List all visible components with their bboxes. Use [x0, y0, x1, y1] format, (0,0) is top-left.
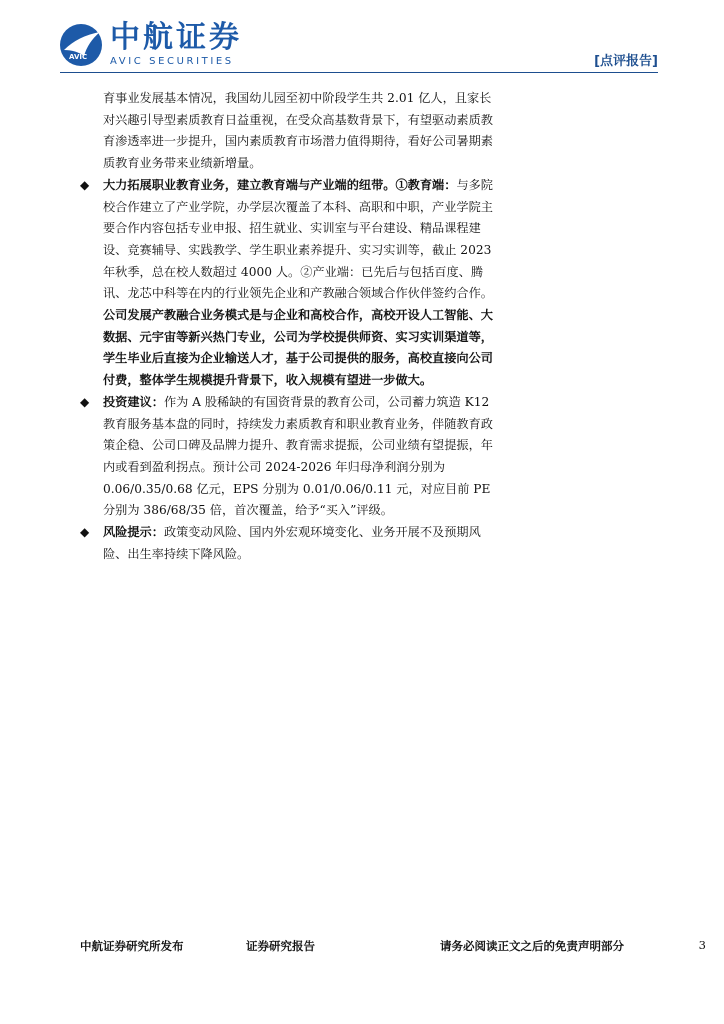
vocational-text: 与多院校合作建立了产业学院，办学层次覆盖了本科、高职和中职，产业学院主要合作内容包括专业申报、招生就业、实训室与平台建设、精品课程建设、竞赛辅导、实践教学、学生职业素养提升、实习实训等，截止 2023 年秋季，总在校人数超过 4000 人。②产业端：已先后与包括百度、腾讯、龙芯中科等在内的行业领先企业和产教融合领域合作伙伴签约合作。 [103, 177, 493, 301]
page-footer [80, 938, 706, 958]
diamond-bullet-icon: ◆ [80, 394, 90, 409]
diamond-bullet-icon: ◆ [80, 525, 90, 540]
company-logo [58, 22, 242, 68]
document-body [80, 88, 498, 565]
diamond-bullet-icon: ◆ [80, 177, 90, 192]
logo-mark-text: AVIC [69, 53, 88, 61]
risk-warning-section [80, 522, 498, 565]
investment-label: 投资建议： [103, 394, 164, 409]
risk-text: 政策变动风险、国内外宏观环境变化、业务开展不及预期风险、出生率持续下降风险。 [103, 525, 481, 561]
risk-label: 风险提示： [103, 525, 164, 540]
intro-continuation: 育事业发展基本情况，我国幼儿园至初中阶段学生共 2.01 亿人，且家长对兴趣引导型素质教育日益重视，在受众高基数背景下，有望驱动素质教育渗透率进一步提升，国内素质教育市场潜力值得期待，看好公司暑期素质教育业务带来业绩新增量。 [103, 91, 493, 171]
vocational-heading: 大力拓展职业教育业务，建立教育端与产业端的纽带。①教育端： [103, 177, 457, 192]
vocational-bold-text: 公司发展产教融合业务模式是与企业和高校合作，高校开设人工智能、大数据、元宇宙等新兴热门专业，公司为学校提供师资、实习实训渠道等，学生毕业后直接为企业输送人才，基于公司提供的服务，高校直接向公司付费，整体学生规模提升背景下，收入规模有望进一步做大。 [103, 308, 493, 388]
investment-advice-section [80, 392, 498, 522]
footer-disclaimer: 请务必阅读正文之后的免责声明部分 [440, 939, 624, 953]
page-number: 3 [698, 938, 706, 952]
logo-chinese-name: 中航证券 [110, 20, 242, 55]
footer-report-label: 证券研究报告 [246, 939, 315, 953]
header-divider [60, 72, 658, 73]
investment-text: 作为 A 股稀缺的有国资背景的教育公司，公司蓄力筑造 K12 教育服务基本盘的同时，持续发力素质教育和职业教育业务，伴随教育政策企稳、公司口碑及品牌力提升、教育需求提振，公司业绩有望提振，年内或看到盈利拐点。预计公司 2024-2026 年归母净利润分别为 0.06/0.35/0.68 亿元，EPS 分别为 0.01/0.06/0.11 元，对应目前 PE 分别为 386/68/35 倍，首次覆盖，给予“买入”评级。 [103, 394, 493, 518]
footer-publisher: 中航证券研究所发布 [80, 939, 184, 953]
report-type-tag: [点评报告] [594, 54, 658, 69]
avic-logo-mark [58, 22, 104, 68]
logo-english-name: AVIC SECURITIES [110, 56, 234, 67]
vocational-education-section [80, 175, 498, 392]
